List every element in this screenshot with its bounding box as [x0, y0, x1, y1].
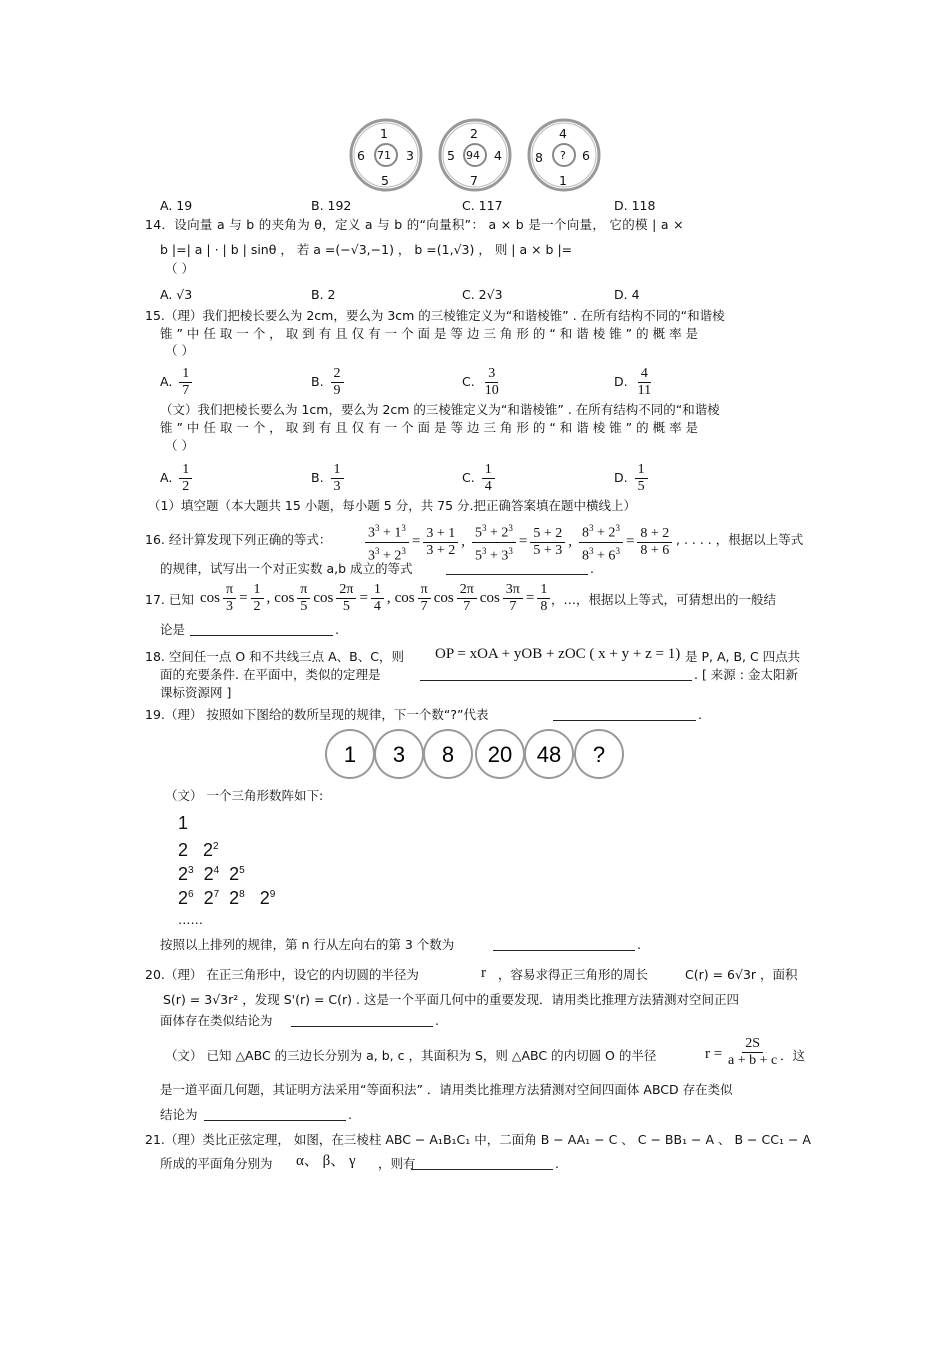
seq-circle-4	[476, 730, 524, 778]
tri-row-1: 1	[178, 813, 189, 833]
q16-suffix: , . . . . ，根据以上等式	[676, 532, 804, 547]
q21-greek: α、 β、 γ	[296, 1153, 356, 1169]
tri-row-4: $2^6$ $2^7$ $2^8$ $2^9$	[178, 888, 276, 908]
q20-li-line2: S(r) = 3√3r² ，发现 S'(r) = C(r) . 这是一个平面几何中的重要发现．请用类比推理方法猜测对空间正四	[163, 992, 739, 1007]
q14-line1: 14．设向量 a 与 b 的夹角为 θ，定义 a 与 b 的“向量积”： a × b 是一个向量， 它的模 | a ×	[145, 217, 684, 232]
ring-3-top: 4	[559, 126, 567, 141]
ring-1-top: 1	[380, 126, 388, 141]
q20-wen-line2: 是一道平面几何题，其证明方法采用“等面积法” ．请用类比推理方法猜测对空间四面体 ABCD 存在类似	[160, 1082, 733, 1097]
q17-line2: 论是	[160, 622, 186, 637]
q15-li-option-d: D. $\frac{4}{11}$	[614, 366, 652, 398]
ring-2-bottom: 7	[470, 173, 478, 188]
q14-paren: （ ）	[165, 261, 194, 276]
ring-2-top: 2	[470, 126, 478, 141]
q16-prefix: 16. 经计算发现下列正确的等式：	[145, 532, 332, 547]
svg-text:48: 48	[536, 742, 562, 767]
q15-li-option-c: C. $\frac{3}{10}$	[462, 366, 499, 398]
q15-li-paren: （ ）	[165, 343, 194, 358]
q20-wen-line1: （文） 已知 △ABC 的三边长分别为 a, b, c ，其面积为 S，则 △ABC 的内切圆 O 的半径	[165, 1048, 657, 1063]
ring-1-center: 71	[377, 149, 391, 162]
ring-2-right: 4	[494, 148, 502, 163]
q15-wen-line2: 锥 ” 中 任 取 一 个 ， 取 到 有 且 仅 有 一 个 面 是 等 边 三 角 形 的 “ 和 谐 棱 锥 ” 的 概 率 是	[160, 420, 699, 435]
q19-wen: （文） 一个三角形数阵如下:	[165, 788, 324, 803]
q21-line2: 所成的平面角分别为	[160, 1156, 273, 1171]
q15-li-line2: 锥 ” 中 任 取 一 个 ， 取 到 有 且 仅 有 一 个 面 是 等 边 三 角 形 的 “ 和 谐 棱 锥 ” 的 概 率 是	[160, 326, 699, 341]
tri-row-3: $2^3$ $2^4$ $2^5$	[178, 864, 245, 884]
q19-answer-blank[interactable]	[553, 707, 696, 721]
q15-wen-option-d: D. $\frac{1}{5}$	[614, 462, 651, 495]
q14-option-a: A. √3	[160, 287, 193, 302]
ring-2-left: 5	[447, 148, 455, 163]
q13-option-d: D. 118	[614, 198, 656, 213]
svg-text:8: 8	[441, 742, 455, 767]
section-heading: （1）填空题（本大题共 15 小题，每小题 5 分，共 75 分.把正确答案填在题中横线上）	[148, 498, 637, 513]
ring-1-bottom: 5	[381, 173, 389, 188]
ring-3-right: 6	[582, 148, 590, 163]
q20-li-answer-blank[interactable]	[291, 1013, 433, 1027]
q17-suffix: ，…，根据以上等式，可猜想出的一般结	[551, 592, 777, 607]
seq-circle-1	[326, 730, 374, 778]
svg-text:1: 1	[343, 742, 357, 767]
q20-wen-answer-blank[interactable]	[204, 1107, 346, 1121]
q19-wen-answer-blank[interactable]	[493, 937, 635, 951]
q15-wen-option-b: B. $\frac{1}{3}$	[311, 462, 347, 495]
q18-equation: OP = xOA + yOB + zOC ( x + y + z = 1)	[435, 646, 681, 662]
q14-option-b: B. 2	[311, 287, 336, 302]
q16-answer-blank[interactable]	[446, 561, 588, 575]
q19-sequence	[325, 728, 625, 780]
q18-line3: 课标资源网 ]	[160, 685, 232, 700]
seq-circle-2	[375, 730, 423, 778]
q15-li-option-a: A. $\frac{1}{7}$	[160, 366, 195, 399]
q17-equations: cos $\frac{\pi}{3}$ = $\frac{1}{2}$ , cos $\frac{\pi}{5}$ cos $\frac{2\pi}{5}$ = $\frac{1}{4}$ , cos $\frac{\pi}{7}$ cos $\frac{2\pi}{7}$ cos $\frac{3\pi}{7}$ = $\frac{1}{8}$	[200, 582, 553, 615]
q21-line1: 21.（理）类比正弦定理， 如图，在三棱柱 ABC − A₁B₁C₁ 中，二面角 B − AA₁ − C 、 C − BB₁ − A 、 B − CC₁ − A	[145, 1132, 811, 1147]
q20-wen-line3: 结论为	[160, 1107, 198, 1122]
q14-option-c: C. 2√3	[462, 287, 503, 302]
q20-li-r: r	[481, 965, 486, 981]
ring-2-center: 94	[466, 149, 480, 162]
ring-1-left: 6	[357, 148, 365, 163]
q18-line2-suffix: . [ 来源 : 金太阳新	[694, 667, 798, 682]
seq-circle-3	[424, 730, 472, 778]
q21-line2-suffix: ，则有	[378, 1156, 416, 1171]
q14-option-d: D. 4	[614, 287, 640, 302]
tri-row-2: 2 $2^2$	[178, 840, 219, 860]
q17-prefix: 17. 已知	[145, 592, 194, 607]
q15-wen-option-a: A. $\frac{1}{2}$	[160, 462, 195, 495]
q16-equations: $\frac{3^3 + 1^3}{3^3 + 2^3}$ = $\frac{3 + 1}{3 + 2}$ , $\frac{5^3 + 2^3}{5^3 + 3^3}$ = $\frac{5 + 2}{5 + 3}$ , $\frac{8^3 + 2^3}{8^3 + 6^3}$ = $\frac{8 + 2}{8 + 6}$	[362, 520, 675, 564]
seq-circle-5	[525, 730, 573, 778]
svg-text:20: 20	[487, 742, 513, 767]
q15-wen-paren: （ ）	[165, 438, 194, 453]
q18-line2: 面的充要条件. 在平面中，类似的定理是	[160, 667, 381, 682]
q17-answer-blank[interactable]	[190, 622, 333, 636]
q20-wen-r: r =	[705, 1046, 723, 1062]
q18-answer-blank[interactable]	[420, 667, 692, 681]
tri-dots: ……	[178, 912, 203, 927]
seq-circle-6	[575, 730, 623, 778]
q20-li-line1: 20.（理） 在正三角形中，设它的内切圆的半径为	[145, 967, 419, 982]
q19-li: 19.（理） 按照如下图给的数所呈现的规律，下一个数“?”代表	[145, 707, 489, 722]
q19-tail: 按照以上排列的规律，第 n 行从左向右的第 3 个数为	[160, 937, 455, 952]
q13-option-a: A. 19	[160, 198, 193, 213]
q20-wen-fraction: $\frac{2S}{a + b + c}$	[728, 1036, 778, 1068]
q21-answer-blank[interactable]	[411, 1156, 553, 1170]
q14-line2: b |=| a | · | b | sinθ ， 若 a =(−√3,−1) ， b =(1,√3) ， 则 | a × b |=	[160, 242, 573, 257]
q20-wen-tail: ．这	[780, 1048, 806, 1063]
q18-line1: 18. 空间任一点 O 和不共线三点 A、B、C，则	[145, 649, 404, 664]
q13-option-c: C. 117	[462, 198, 503, 213]
q16-line2: 的规律，试写出一个对正实数 a,b 成立的等式	[160, 561, 413, 576]
q20-li-line1c: C(r) = 6√3r ，面积	[685, 967, 798, 982]
svg-text:?: ?	[592, 742, 606, 767]
ring-1-right: 3	[406, 148, 414, 163]
q15-li-line1: 15.（理）我们把棱长要么为 2cm，要么为 3cm 的三棱锥定义为“和谐棱锥” . 在所有结构不同的“和谐棱	[145, 308, 725, 323]
q18-line1-suffix: 是 P, A, B, C 四点共	[685, 649, 801, 664]
q20-li-line1b: ，容易求得正三角形的周长	[498, 967, 649, 982]
svg-text:3: 3	[392, 742, 406, 767]
ring-3-bottom: 1	[559, 173, 567, 188]
q15-wen-option-c: C. $\frac{1}{4}$	[462, 462, 498, 495]
q20-li-line3: 面体存在类似结论为	[160, 1013, 273, 1028]
q13-option-b: B. 192	[311, 198, 352, 213]
q15-wen-line1: （文）我们把棱长要么为 1cm，要么为 2cm 的三棱锥定义为“和谐棱锥” . 在所有结构不同的“和谐棱	[160, 402, 720, 417]
q15-li-option-b: B. $\frac{2}{9}$	[311, 366, 347, 399]
ring-3-center: ?	[560, 149, 566, 162]
ring-3-left: 8	[535, 150, 543, 165]
